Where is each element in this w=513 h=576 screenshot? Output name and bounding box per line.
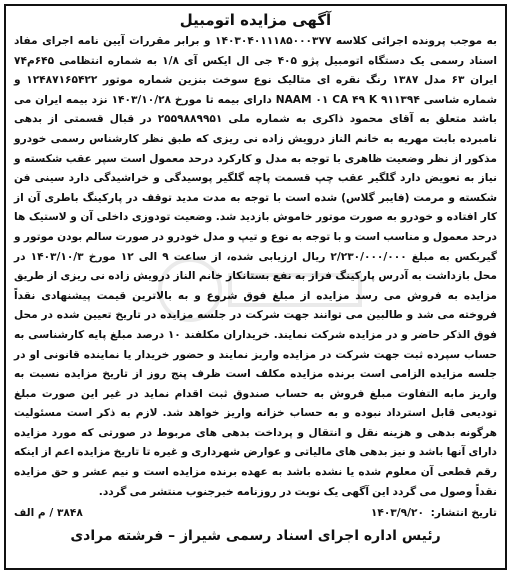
notice-body: به موجب پرونده اجرائی کلاسه ۱۴۰۳۰۴۰۱۱۱۸۵۰۰۰۳۷۷ و برابر مقررات آیین نامه اجرای مفاد اسناد رسمی یک دستگاه اتومبیل پژو ۴۰۵ جی ال ایکس آی ۱/۸ به شماره انتظامی ۶۴۵م۷۴ ایران ۶۳ مدل ۱۳۸۷ رنگ نقره ای متالیک نوع سوخت بنزین شماره موتور ۱۲۴۸۷۱۶۵۴۲۲ و شماره شاسی NAAM ۰۱ CA ۴۹ K ۹۱۱۳۹۴ دارای بیمه تا مورخ ۱۴۰۳/۱۰/۲۸ نزد بیمه ایران می باشد متعلق به آقای محمود ذاکری به شماره ملی ۲۵۵۹۸۸۹۹۵۱ در قبال قسمتی از بدهی نامبرده بابت مهریه به خانم الناز درویش زاده نی ریزی که طبق نظر کارشناس رسمی خودرو مذکور از نظر وضعیت ظاهری با توجه به مدل و کارکرد درحد معمول است سپر عقب شکسته و نیاز به تعویض دارد گلگیر عقب چپ قسمت پاچه گلگیر پوسیدگی و خراشیدگی دارد سینی فن شکسته و مرمت (فایبر گلاس) شده است با توجه به مدت مدید توقف در پارکینگ باطری آن از کار افتاده و خودرو به صورت موتور خاموش بازدید شد. وضعیت تودوزی داخلی آن و لاستیک ها درحد معمول و مناسب است و با توجه به نوع و تیپ و مدل خودرو در صورت سالم بودن موتور و گیربکس به مبلغ ۲/۲۳۰/۰۰۰/۰۰۰ ریال ارزیابی شده، از ساعت ۹ الی ۱۲ مورخ ۱۴۰۳/۱۰/۳ در محل بازداشت به آدرس پارکینگ فراز به نفع بستانکار خانم الناز درویش زاده نی ریزی از طریق مزایده به فروش می رسد مزایده از مبلغ فوق شروع و به بالاترین قیمت پیشنهادی نقداً فروخته می شد و طالبین می توانند جهت شرکت در جلسه مزایده در تاریخ تعیین شده در محل فوق الذکر حاضر و در مزایده شرکت نمایند. خریداران مکلفند ۱۰ درصد مبلغ پایه کارشناسی به حساب سپرده ثبت جهت شرکت در مزایده واریز نمایند و حضور خریدار یا نماینده قانونی او در جلسه مزایده الزامی است برنده مزایده مکلف است ظرف پنج روز از تاریخ مزایده نسبت به واریز مابه التفاوت مبلغ فروش به حساب صندوق ثبت اقدام نماید در غیر این صورت مبلغ تودیعی قابل استرداد نبوده و به حساب خزانه واریز خواهد شد. لازم به ذکر است مسئولیت هرگونه بدهی و هزینه نقل و انتقال و پرداخت بدهی های مربوط در صورتی که مورد مزایده دارای آنها باشد و نیز بدهی های مالیاتی و عوارض شهرداری و غیره تا تاریخ مزایده اعم از اینکه رقم قطعی آن معلوم شده یا نشده باشد به عهده برنده مزایده است و نیم عشر و حق مزایده نقداً وصول می گردد این آگهی یک نوبت در روزنامه خبرجنوب منتشر می گردد. — [14, 35, 498, 498]
publish-date-group — [368, 504, 497, 522]
notice-frame — [4, 4, 507, 570]
notice-title: آگهی مزایده اتومبیل — [179, 11, 332, 29]
publish-date-label: تاریخ انتشار: — [430, 507, 497, 520]
publish-row — [14, 504, 497, 522]
reference-code: ۳۸۴۸ / م الف — [14, 507, 83, 520]
signature-line: رئیس اداره اجرای اسناد رسمی شیراز – فرشته مرادی — [70, 528, 441, 545]
publish-date: ۱۴۰۳/۹/۲۰ — [370, 507, 424, 520]
